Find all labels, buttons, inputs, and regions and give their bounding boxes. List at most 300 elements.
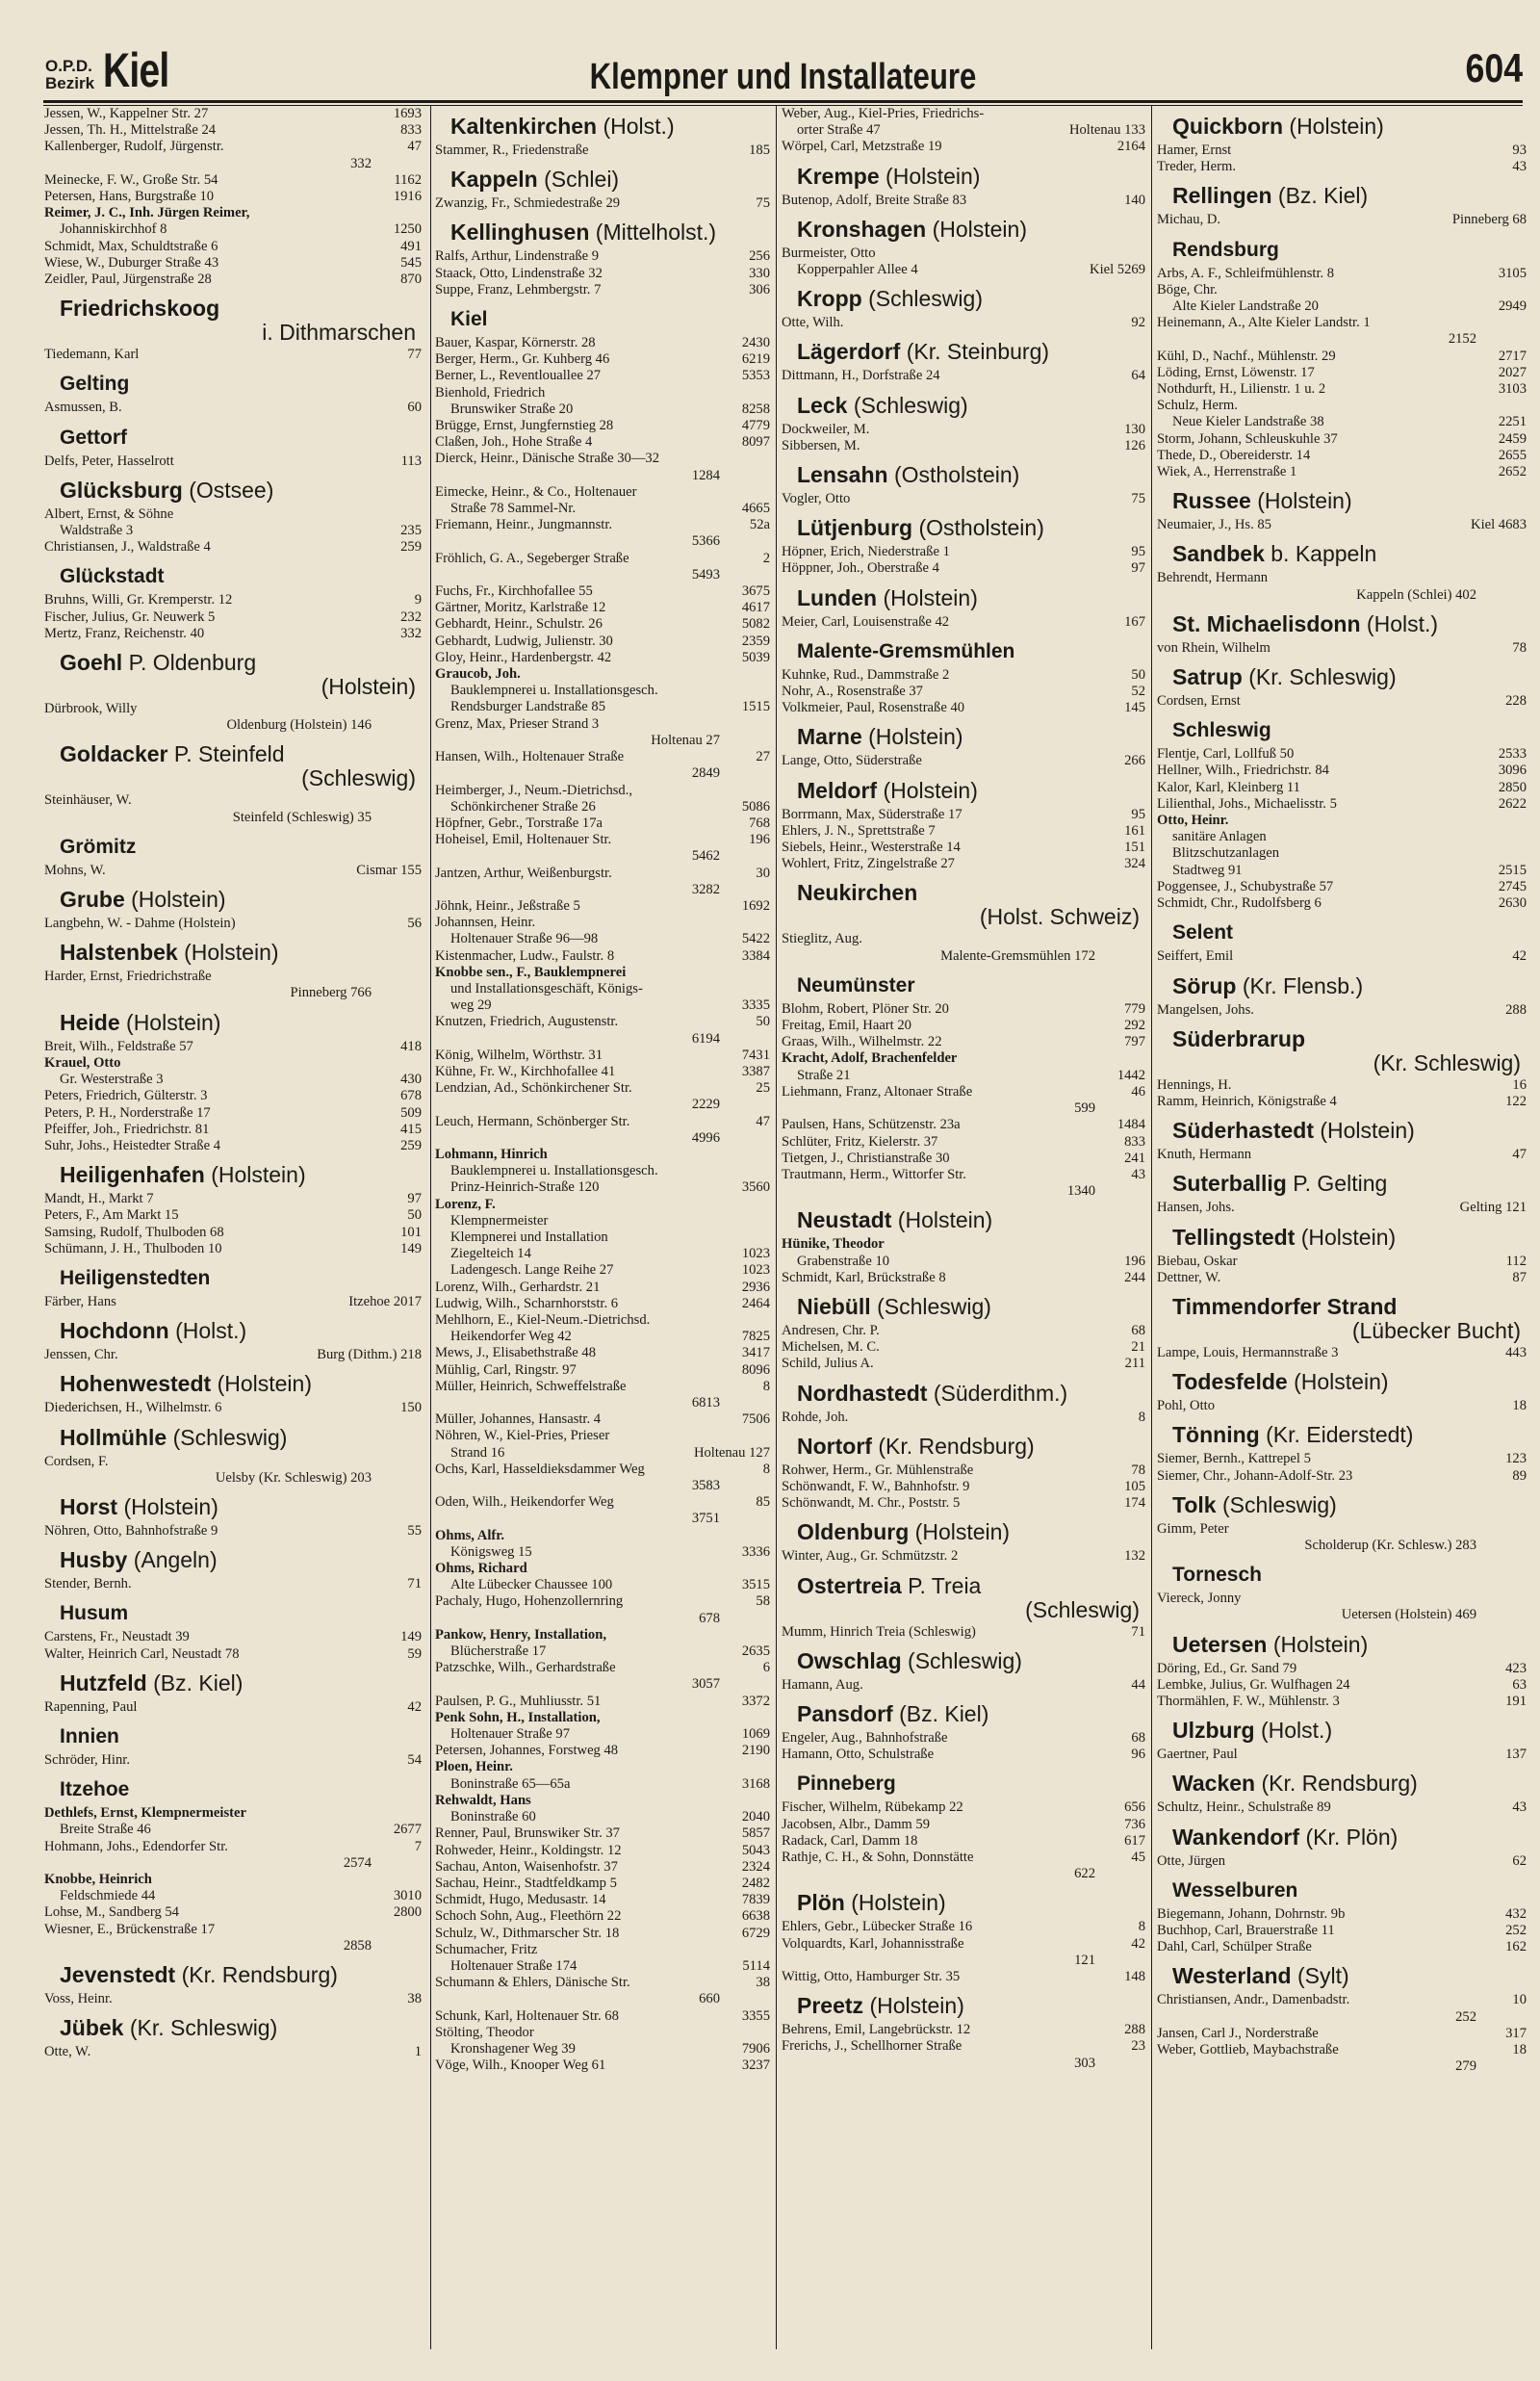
- place-region: (Ostholstein): [893, 462, 1020, 488]
- place-name: Kronshagen: [797, 216, 927, 242]
- entry-phone: 244: [1124, 1269, 1145, 1285]
- listing-entry: [44, 239, 422, 255]
- entry-phone: 191: [1505, 1693, 1527, 1709]
- entry-name: Arbs, A. F., Schleifmühlenstr. 8: [1157, 265, 1335, 281]
- entry-phone: Pinneberg 68: [1451, 212, 1527, 228]
- entry-phone: 2717: [1498, 348, 1527, 364]
- column-2: [435, 106, 770, 2364]
- entry-phone: 64: [1131, 368, 1145, 384]
- entry-phone: 418: [400, 1038, 422, 1054]
- entry-phone: 30: [756, 865, 770, 881]
- entry-name: Johanniskirchhof 8: [60, 221, 167, 238]
- entry-phone: 332: [400, 625, 422, 641]
- listing-entry: [782, 1495, 1145, 1512]
- place-name: Itzehoe: [60, 1778, 130, 1801]
- place-name: Heide: [60, 1009, 120, 1035]
- entry-continuation: 303: [1074, 2055, 1095, 2071]
- entry-phone: 16: [1512, 1076, 1527, 1093]
- entry-name: Steinhäuser, W.: [44, 792, 132, 809]
- entry-phone: 8: [762, 1461, 770, 1477]
- entry-name: Pankow, Henry, Installation,: [435, 1626, 606, 1643]
- entry-name: Graas, Wilh., Wilhelmstr. 22: [782, 1034, 942, 1050]
- entry-name: Gebhardt, Heinr., Schulstr. 26: [435, 616, 603, 633]
- place-heading: [60, 1963, 422, 1987]
- entry-phone: 2949: [1498, 298, 1527, 315]
- place-name: Neumünster: [797, 973, 915, 996]
- entry-phone: 140: [1124, 192, 1145, 208]
- listing-entry: [44, 1072, 422, 1088]
- entry-continuation: 2152: [1448, 331, 1476, 348]
- entry-name: Lampe, Louis, Hermannstraße 3: [1157, 1344, 1339, 1360]
- entry-name: Schulz, W., Dithmarscher Str. 18: [435, 1925, 620, 1941]
- listing-entry: [1157, 746, 1527, 763]
- entry-continuation: Malente-Gremsmühlen 172: [940, 947, 1095, 964]
- listing-entry: [435, 1179, 770, 1196]
- entry-phone: 3355: [741, 2007, 770, 2024]
- listing-entry: [44, 1347, 422, 1363]
- listing-entry: [44, 506, 422, 523]
- entry-name: Mehlhorn, E., Kiel-Neum.-Dietrichsd.: [435, 1312, 651, 1328]
- place-name: Kappeln: [450, 167, 538, 193]
- listing-entry: [44, 122, 422, 139]
- entry-name: Boninstraße 65—65a: [450, 1775, 571, 1792]
- place-name: Jübek: [60, 2015, 124, 2041]
- place-name: Wankendorf: [1172, 1824, 1300, 1850]
- entry-name: Nothdurft, H., Lilienstr. 1 u. 2: [1157, 381, 1326, 398]
- entry-name: Gebhardt, Ludwig, Julienstr. 30: [435, 633, 613, 649]
- listing-entry: [44, 1400, 422, 1416]
- place-heading: [797, 973, 1145, 997]
- listing-entry: [782, 807, 1145, 823]
- entry-name: Grenz, Max, Prieser Strand 3: [435, 715, 600, 732]
- listing-entry: [435, 948, 770, 965]
- entry-phone: Holtenau 127: [693, 1444, 770, 1461]
- entry-name: Hamann, Otto, Schulstraße: [782, 1747, 935, 1763]
- entry-phone: Itzehoe 2017: [348, 1293, 422, 1309]
- entry-continuation: 3282: [691, 881, 720, 897]
- place-heading: [797, 1772, 1145, 1796]
- entry-name: Klempnermeister: [450, 1212, 549, 1229]
- entry-phone: 126: [1124, 437, 1145, 453]
- entry-name: Freitag, Emil, Haart 20: [782, 1018, 911, 1034]
- place-region: (Holstein): [1289, 114, 1384, 139]
- entry-phone: 1250: [393, 221, 422, 238]
- entry-phone: 5857: [741, 1825, 770, 1842]
- listing-entry: [435, 1926, 770, 1942]
- entry-phone: 52: [1131, 684, 1145, 700]
- entry-phone: 3335: [741, 997, 770, 1014]
- listing-entry: [782, 1730, 1145, 1747]
- listing-entry: [782, 491, 1145, 507]
- entry-continuation: 3751: [691, 1511, 720, 1527]
- entry-name: Ehlers, Gebr., Lübecker Straße 16: [782, 1919, 973, 1935]
- entry-name: Otte, W.: [44, 2044, 91, 2060]
- entry-phone: 8: [1138, 1409, 1145, 1425]
- entry-phone: 5082: [741, 616, 770, 633]
- column-divider: [1151, 106, 1152, 2349]
- entry-phone: 2482: [741, 1875, 770, 1891]
- entry-name: Schoch Sohn, Aug., Fleethörn 22: [435, 1908, 622, 1925]
- place-region: P. Steinfeld: [173, 741, 285, 767]
- place-name: Suterballig: [1172, 1171, 1287, 1197]
- entry-name: Rohwer, Herm., Gr. Mühlenstraße: [782, 1462, 974, 1478]
- listing-entry: [1157, 1992, 1527, 2008]
- entry-name: Dettner, W.: [1157, 1269, 1221, 1285]
- listing-entry: [435, 248, 770, 265]
- entry-name: Winter, Aug., Gr. Schmützstr. 2: [782, 1548, 959, 1565]
- listing-entry: [1157, 315, 1527, 331]
- entry-name: Nohr, A., Rosenstraße 37: [782, 684, 923, 700]
- listing-entry: [435, 1163, 770, 1179]
- entry-name: Hansen, Wilh., Holtenauer Straße: [435, 749, 625, 765]
- listing-entry: [1157, 763, 1527, 779]
- place-region: b. Kappeln: [1270, 541, 1377, 567]
- entry-phone: 93: [1512, 142, 1527, 158]
- entry-phone: 137: [1505, 1747, 1527, 1763]
- place-region: (Schleswig): [1221, 1491, 1337, 1517]
- listing-entry: [1157, 142, 1527, 159]
- entry-phone: 75: [1131, 491, 1145, 507]
- entry-name: König, Wilhelm, Wörthstr. 31: [435, 1047, 603, 1063]
- listing-entry: [435, 716, 770, 733]
- listing-entry: [435, 418, 770, 434]
- entry-name: Petersen, Hans, Burgstraße 10: [44, 189, 215, 205]
- entry-name: Knutzen, Friedrich, Augustenstr.: [435, 1014, 619, 1030]
- place-heading: [797, 463, 1145, 487]
- listing-entry: [44, 1241, 422, 1257]
- entry-phone: 63: [1512, 1676, 1527, 1693]
- place-heading: [60, 651, 422, 675]
- entry-name: Müller, Johannes, Hansastr. 4: [435, 1411, 602, 1428]
- entry-phone: 150: [400, 1400, 422, 1416]
- place-heading: [797, 287, 1145, 311]
- entry-name: Kuhnke, Rud., Dammstraße 2: [782, 666, 950, 683]
- entry-phone: 52a: [749, 517, 770, 533]
- entry-name: Lilienthal, Johs., Michaelisstr. 5: [1157, 795, 1337, 812]
- entry-name: Holtenauer Straße 96—98: [450, 931, 599, 947]
- listing-entry: [435, 997, 770, 1014]
- place-heading: [60, 426, 422, 450]
- entry-continuation: 1340: [1066, 1183, 1095, 1200]
- entry-name: Schumann & Ehlers, Dänische Str.: [435, 1975, 630, 1991]
- entry-name: Michau, D.: [1157, 212, 1221, 228]
- place-heading: [1172, 1878, 1527, 1902]
- place-name: Nordhastedt: [797, 1380, 928, 1406]
- entry-phone: 174: [1124, 1495, 1145, 1512]
- entry-phone: 42: [1512, 948, 1527, 965]
- listing-entry: [782, 246, 1145, 262]
- listing-entry: [1157, 1747, 1527, 1763]
- entry-name: Gr. Westerstraße 3: [60, 1072, 164, 1088]
- entry-name: Gaertner, Paul: [1157, 1747, 1238, 1763]
- listing-entry: [782, 1151, 1145, 1167]
- entry-phone: 3168: [741, 1775, 770, 1792]
- listing-entry: [782, 1018, 1145, 1034]
- listing-entry: [435, 1694, 770, 1710]
- listing-entry: [435, 434, 770, 451]
- listing-entry: [44, 1523, 422, 1540]
- entry-phone: 78: [1131, 1462, 1145, 1478]
- entry-continuation: 332: [350, 155, 372, 171]
- listing-entry: [435, 981, 770, 997]
- place-name: Meldorf: [797, 777, 878, 803]
- listing-entry: [1157, 1254, 1527, 1270]
- entry-name: Jessen, Th. H., Mittelstraße 24: [44, 122, 217, 139]
- listing-entry: [435, 368, 770, 384]
- listing-entry: [44, 1454, 422, 1470]
- entry-phone: 4779: [741, 418, 770, 434]
- place-region: (Holstein): [883, 584, 978, 610]
- entry-continuation: Pinneberg 766: [290, 985, 372, 1001]
- entry-phone: 4665: [741, 501, 770, 517]
- entry-phone: 196: [1124, 1253, 1145, 1269]
- place-heading: [1172, 115, 1527, 139]
- listing-entry: [44, 1138, 422, 1154]
- entry-phone: 252: [1505, 1922, 1527, 1938]
- entry-name: Vöge, Wilh., Knooper Weg 61: [435, 2057, 606, 2074]
- entry-name: Kopperpahler Allee 4: [797, 262, 918, 278]
- listing-entry: [1157, 2026, 1527, 2042]
- entry-phone: 736: [1124, 1816, 1145, 1832]
- entry-name: Stadtweg 91: [1172, 862, 1243, 878]
- place-heading: [450, 220, 770, 245]
- entry-name: orter Straße 47: [797, 122, 881, 139]
- entry-phone: 2655: [1498, 447, 1527, 463]
- entry-phone: 235: [400, 523, 422, 539]
- entry-name: Walter, Heinrich Carl, Neustadt 78: [44, 1645, 240, 1662]
- entry-name: Dierck, Heinr., Dänische Straße 30—32: [435, 451, 660, 467]
- listing-entry: [44, 863, 422, 879]
- place-name: Kaltenkirchen: [450, 114, 598, 139]
- entry-name: Biegemann, Johann, Dohrnstr. 9b: [1157, 1905, 1346, 1922]
- listing-entry: [44, 1225, 422, 1241]
- entry-phone: 47: [407, 139, 422, 155]
- listing-entry: [782, 1936, 1145, 1953]
- place-heading: [797, 1295, 1145, 1319]
- entry-name: Penk Sohn, H., Installation,: [435, 1709, 601, 1725]
- place-heading: [1172, 1633, 1527, 1657]
- listing-entry: [1157, 1591, 1527, 1607]
- listing-entry: [44, 1752, 422, 1769]
- place-region: (Holstein): [1294, 1369, 1389, 1395]
- entry-name: Breite Straße 46: [60, 1822, 151, 1838]
- place-region: (Holstein): [932, 216, 1027, 242]
- entry-phone: 6638: [741, 1908, 770, 1925]
- place-region: (Kr. Rendsburg): [181, 1961, 338, 1987]
- entry-phone: 78: [1512, 639, 1527, 656]
- entry-phone: 768: [749, 815, 770, 831]
- entry-name: Poggensee, J., Schubystraße 57: [1157, 878, 1334, 894]
- place-name: Grömitz: [60, 835, 137, 858]
- place-name: Kropp: [797, 286, 862, 312]
- entry-continuation: Oldenburg (Holstein) 146: [226, 717, 372, 734]
- place-name: Sandbek: [1172, 541, 1265, 567]
- place-heading: [60, 835, 422, 859]
- entry-phone: 2: [762, 550, 770, 566]
- entry-phone: Cismar 155: [356, 862, 422, 878]
- entry-name: Berner, L., Reventlouallee 27: [435, 368, 602, 384]
- listing-entry: [435, 1080, 770, 1097]
- entry-phone: 50: [1131, 666, 1145, 683]
- entry-phone: 545: [400, 254, 422, 271]
- listing-entry: [1157, 1002, 1527, 1019]
- entry-name: Knobbe sen., F., Bauklempnerei: [435, 964, 627, 980]
- entry-name: Radack, Carl, Damm 18: [782, 1832, 918, 1849]
- entry-name: Kühl, D., Nachf., Mühlenstr. 29: [1157, 348, 1336, 364]
- entry-phone: 2533: [1498, 746, 1527, 763]
- entry-phone: Kiel 4683: [1471, 517, 1527, 533]
- listing-entry-bold: [44, 205, 422, 221]
- place-region-line: (Holst. Schweiz): [979, 904, 1140, 930]
- place-name: Owschlag: [797, 1647, 902, 1673]
- entry-name: Patzschke, Wilh., Gerhardstraße: [435, 1660, 616, 1676]
- listing-entry: [435, 2041, 770, 2057]
- entry-name: Schlüter, Fritz, Kielerstr. 37: [782, 1133, 938, 1150]
- listing-entry: [782, 1817, 1145, 1833]
- place-name: Süderhastedt: [1172, 1118, 1314, 1144]
- entry-name: Flentje, Carl, Lollfuß 50: [1157, 746, 1295, 763]
- entry-name: Mohns, W.: [44, 862, 106, 878]
- entry-name: Rohde, Joh.: [782, 1409, 849, 1425]
- listing-entry: [1157, 1521, 1527, 1538]
- place-name: Heiligenstedten: [60, 1266, 211, 1289]
- listing-entry: [1157, 431, 1527, 448]
- place-name: Süderbrarup: [1172, 1025, 1306, 1051]
- listing-entry: [1157, 365, 1527, 381]
- entry-name: Schmidt, Karl, Brückstraße 8: [782, 1269, 946, 1285]
- place-name: Rendsburg: [1172, 238, 1279, 261]
- listing-entry: [1157, 1677, 1527, 1694]
- listing-entry: [782, 931, 1145, 947]
- listing-entry: [44, 1105, 422, 1122]
- place-heading: [797, 639, 1145, 663]
- place-name: Hochdonn: [60, 1318, 169, 1344]
- entry-name: Fuchs, Fr., Kirchhofallee 55: [435, 583, 593, 600]
- entry-name: Bauer, Kaspar, Körnerstr. 28: [435, 335, 596, 351]
- entry-name: Gimm, Peter: [1157, 1520, 1229, 1537]
- listing-entry: [435, 1428, 770, 1444]
- entry-phone: 7906: [741, 2040, 770, 2057]
- entry-name: Tietgen, J., Christianstraße 30: [782, 1150, 950, 1166]
- entry-name: Neue Kieler Landstraße 38: [1172, 414, 1324, 430]
- place-heading: [797, 1435, 1145, 1459]
- place-region-line: (Kr. Schleswig): [1373, 1049, 1521, 1075]
- listing-entry: [44, 106, 422, 122]
- place-heading: [797, 394, 1145, 418]
- entry-phone: 196: [749, 832, 770, 848]
- entry-phone: 256: [749, 248, 770, 265]
- place-name: Krempe: [797, 163, 880, 189]
- place-region: P. Gelting: [1293, 1171, 1388, 1197]
- entry-phone: 3096: [1498, 763, 1527, 779]
- place-heading: [60, 1319, 422, 1343]
- listing-entry: [435, 1362, 770, 1379]
- entry-phone: Holtenau 133: [1068, 122, 1145, 139]
- column-divider: [776, 106, 777, 2349]
- entry-name: Höppner, Joh., Oberstraße 4: [782, 560, 939, 577]
- place-region: (Holstein): [914, 1519, 1011, 1545]
- listing-entry: [782, 422, 1145, 438]
- entry-name: Pfeiffer, Joh., Friedrichstr. 81: [44, 1121, 210, 1137]
- place-heading: [1172, 1226, 1527, 1250]
- listing-entry: [1157, 212, 1527, 228]
- entry-phone: 2630: [1498, 895, 1527, 912]
- entry-name: Christiansen, J., Waldstraße 4: [44, 539, 211, 556]
- entry-name: Diederichsen, H., Wilhelmstr. 6: [44, 1400, 222, 1416]
- entry-name: Ohms, Alfr.: [435, 1527, 505, 1543]
- place-region: (Holstein): [131, 887, 226, 913]
- entry-name: Wiesner, E., Brückenstraße 17: [44, 1921, 216, 1937]
- entry-phone: 97: [1131, 560, 1145, 577]
- entry-name: Höpfner, Gebr., Torstraße 17a: [435, 815, 603, 831]
- entry-name: Hoheisel, Emil, Holtenauer Str.: [435, 832, 612, 848]
- listing-entry: [435, 1014, 770, 1030]
- entry-phone: 60: [407, 400, 422, 416]
- place-region: (Holst.): [603, 114, 675, 139]
- entry-phone: 38: [407, 1990, 422, 2006]
- listing-entry: [435, 1229, 770, 1246]
- entry-phone: 43: [1512, 1799, 1527, 1816]
- entry-phone: 3384: [741, 947, 770, 964]
- entry-phone: 1023: [741, 1246, 770, 1262]
- listing-entry: [44, 1922, 422, 1938]
- listing-entry: [435, 866, 770, 882]
- entry-phone: 8096: [741, 1361, 770, 1378]
- entry-name: Färber, Hans: [44, 1293, 116, 1309]
- listing-entry: [435, 1280, 770, 1296]
- place-name: Sörup: [1172, 972, 1237, 998]
- listing-entry-bold: [44, 1872, 422, 1888]
- listing-entry: [1157, 414, 1527, 430]
- entry-name: Bauklempnerei u. Installationsgesch.: [450, 1163, 658, 1179]
- place-heading: [797, 218, 1145, 242]
- entry-phone: 3560: [741, 1179, 770, 1196]
- listing-entry: [1157, 448, 1527, 464]
- listing-entry: [44, 272, 422, 288]
- entry-name: Lendzian, Ad., Schönkirchener Str.: [435, 1080, 632, 1097]
- entry-phone: 161: [1124, 822, 1145, 839]
- entry-phone: 1692: [741, 897, 770, 914]
- listing-entry: [44, 172, 422, 189]
- listing-entry: [435, 1296, 770, 1312]
- listing-entry: [1157, 1799, 1527, 1816]
- entry-name: Dahl, Carl, Schülper Straße: [1157, 1939, 1312, 1955]
- entry-name: Neumaier, J., Hs. 85: [1157, 517, 1271, 533]
- listing-entry: [1157, 349, 1527, 365]
- entry-name: Meier, Carl, Louisenstraße 42: [782, 613, 950, 630]
- place-heading: [797, 1574, 1145, 1598]
- entry-phone: 123: [1505, 1451, 1527, 1467]
- listing-entry: [435, 799, 770, 815]
- listing-entry: [435, 699, 770, 715]
- place-heading: [60, 297, 422, 321]
- entry-name: Blitzschutzanlagen: [1172, 845, 1280, 862]
- entry-phone: 18: [1512, 2041, 1527, 2057]
- entry-name: Zeidler, Paul, Jürgenstraße 28: [44, 272, 212, 288]
- listing-entry: [1157, 1661, 1527, 1677]
- place-heading: [1172, 1027, 1527, 1051]
- place-region: (Kr. Steinburg): [906, 339, 1050, 365]
- place-region: (Angeln): [133, 1547, 218, 1573]
- entry-name: Thormählen, F. W., Mühlenstr. 3: [1157, 1693, 1340, 1709]
- entry-phone: 509: [400, 1104, 422, 1121]
- entry-name: Wörpel, Carl, Metzstraße 19: [782, 139, 942, 155]
- entry-phone: 58: [756, 1593, 770, 1610]
- listing-entry: [44, 400, 422, 416]
- entry-name: Hamer, Ernst: [1157, 142, 1232, 158]
- entry-name: Jansen, Carl J., Norderstraße: [1157, 2025, 1319, 2041]
- place-region: (Bz. Kiel): [153, 1669, 244, 1695]
